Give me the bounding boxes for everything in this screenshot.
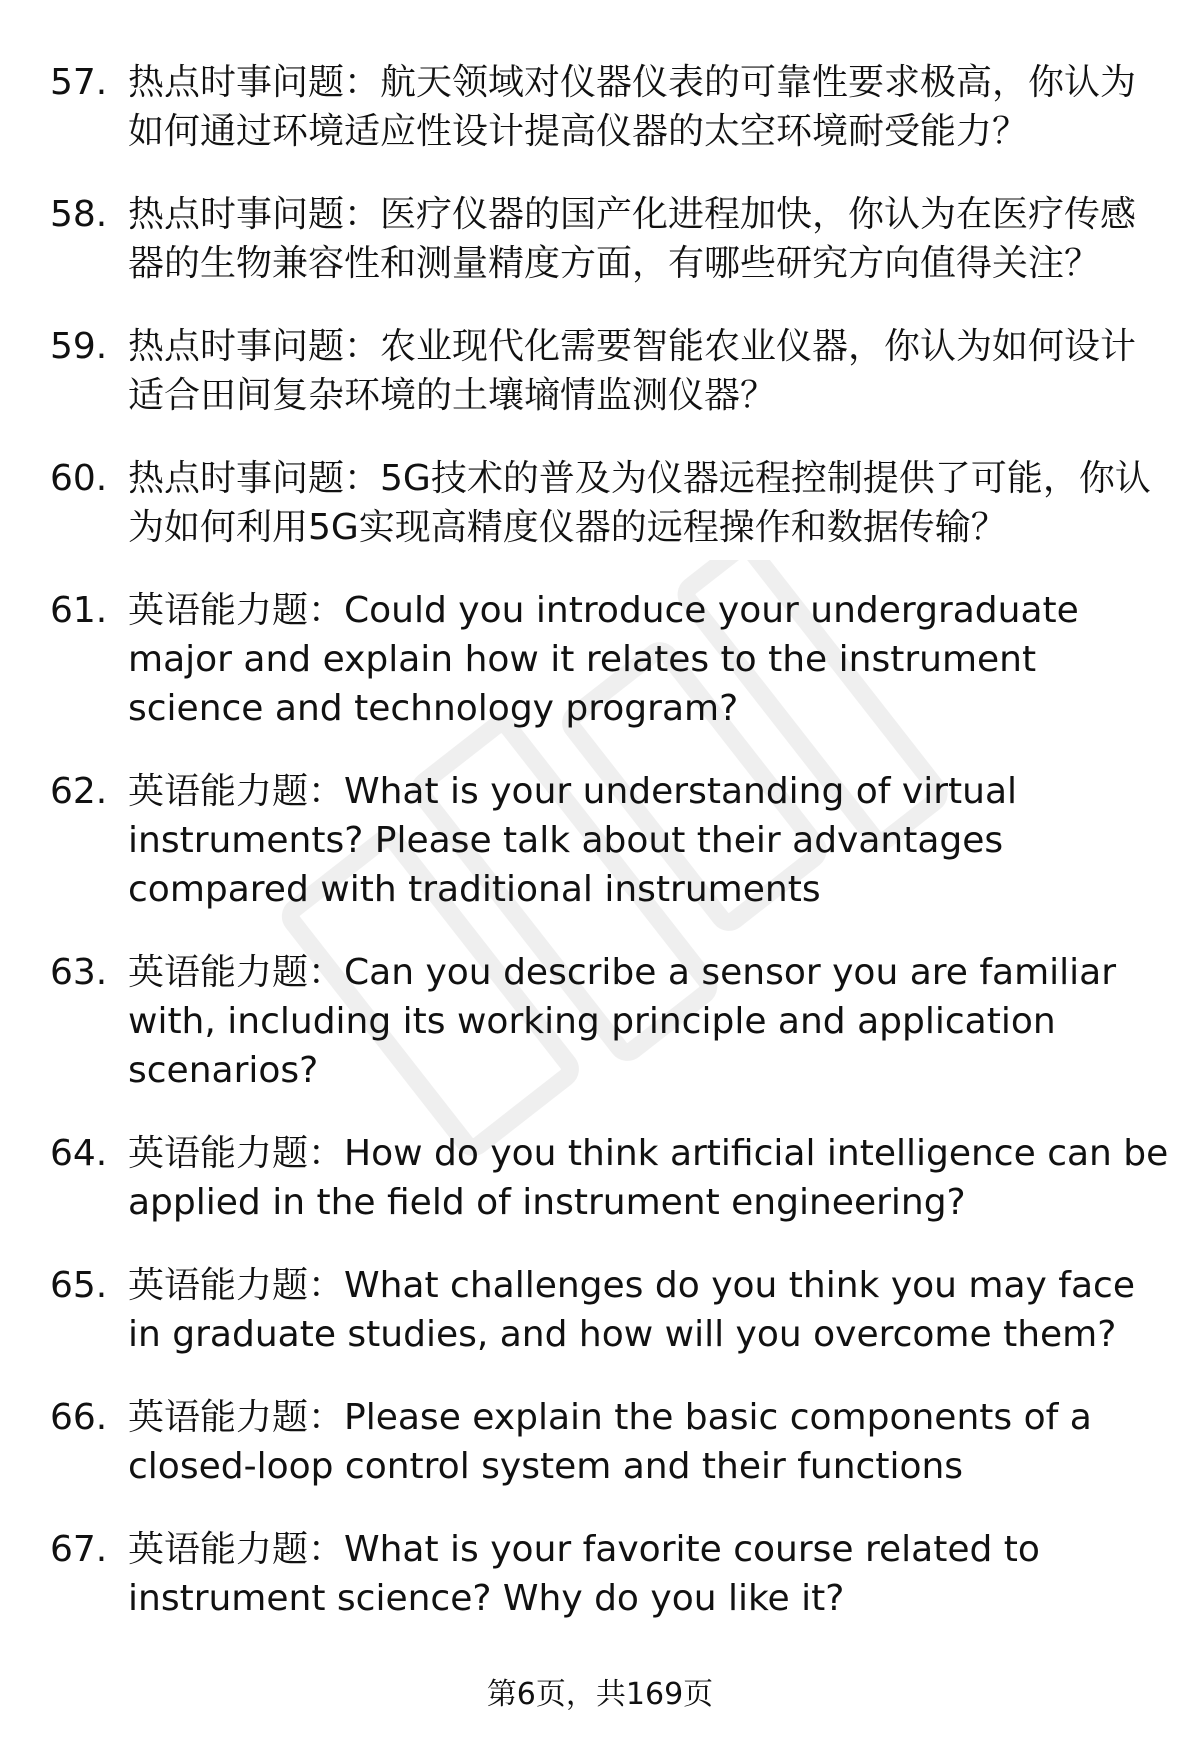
question-text: Could you introduce your undergraduate major and explain how it relates to the instrument science and technology program? <box>128 590 1079 729</box>
question-text: 5G技术的普及为仪器远程控制提供了可能，你认为如何利用5G实现高精度仪器的远程操作和数据传输？ <box>128 458 1151 548</box>
question-content <box>128 1393 1170 1491</box>
question-text: Please explain the basic components of a closed-loop control system and their functions <box>128 1397 1092 1487</box>
question-item <box>50 58 1170 156</box>
question-item <box>50 948 1170 1095</box>
question-number: 66. <box>50 1397 108 1438</box>
question-text: 航天领域对仪器仪表的可靠性要求极高，你认为如何通过环境适应性设计提高仪器的太空环境耐受能力？ <box>128 62 1137 152</box>
question-list <box>50 58 1170 1657</box>
question-category: 英语能力题： <box>128 952 345 993</box>
question-content <box>128 454 1170 552</box>
question-category: 热点时事问题： <box>128 458 381 499</box>
question-text: What challenges do you think you may face in graduate studies, and how will you overcome them? <box>128 1265 1135 1355</box>
page-indicator: 第6页，共169页 <box>486 1677 714 1712</box>
question-content <box>128 190 1170 288</box>
question-item <box>50 1525 1170 1623</box>
question-text: What is your favorite course related to instrument science? Why do you like it? <box>128 1529 1040 1619</box>
question-number: 60. <box>50 458 108 499</box>
question-item <box>50 1129 1170 1227</box>
question-number: 65. <box>50 1265 108 1306</box>
question-number: 59. <box>50 326 108 367</box>
question-item <box>50 322 1170 420</box>
question-item <box>50 586 1170 733</box>
question-text: How do you think artificial intelligence can be applied in the field of instrument engineering? <box>128 1133 1169 1223</box>
question-number: 62. <box>50 771 108 812</box>
question-content <box>128 1525 1170 1623</box>
question-item <box>50 767 1170 914</box>
question-number: 58. <box>50 194 108 235</box>
question-item <box>50 1393 1170 1491</box>
question-category: 英语能力题： <box>128 1133 345 1174</box>
question-number: 63. <box>50 952 108 993</box>
question-number: 67. <box>50 1529 108 1570</box>
question-text: 农业现代化需要智能农业仪器，你认为如何设计适合田间复杂环境的土壤墒情监测仪器？ <box>128 326 1137 416</box>
question-number: 57. <box>50 62 108 103</box>
question-number: 64. <box>50 1133 108 1174</box>
question-category: 热点时事问题： <box>128 194 381 235</box>
question-category: 热点时事问题： <box>128 326 381 367</box>
question-content <box>128 322 1170 420</box>
question-number: 61. <box>50 590 108 631</box>
question-text: What is your understanding of virtual instruments? Please talk about their advantages compared with traditional instruments <box>128 771 1018 910</box>
question-category: 英语能力题： <box>128 1529 345 1570</box>
question-item <box>50 1261 1170 1359</box>
question-item <box>50 454 1170 552</box>
question-content <box>128 767 1170 914</box>
question-text: Can you describe a sensor you are familiar with, including its working principle and application scenarios? <box>128 952 1117 1091</box>
question-content <box>128 1261 1170 1359</box>
question-category: 热点时事问题： <box>128 62 381 103</box>
question-content <box>128 948 1170 1095</box>
question-category: 英语能力题： <box>128 1397 345 1438</box>
question-category: 英语能力题： <box>128 590 345 631</box>
question-content <box>128 586 1170 733</box>
question-item <box>50 190 1170 288</box>
question-text: 医疗仪器的国产化进程加快，你认为在医疗传感器的生物兼容性和测量精度方面，有哪些研究方向值得关注？ <box>128 194 1137 284</box>
question-category: 英语能力题： <box>128 1265 345 1306</box>
question-category: 英语能力题： <box>128 771 345 812</box>
question-content <box>128 58 1170 156</box>
question-content <box>128 1129 1170 1227</box>
